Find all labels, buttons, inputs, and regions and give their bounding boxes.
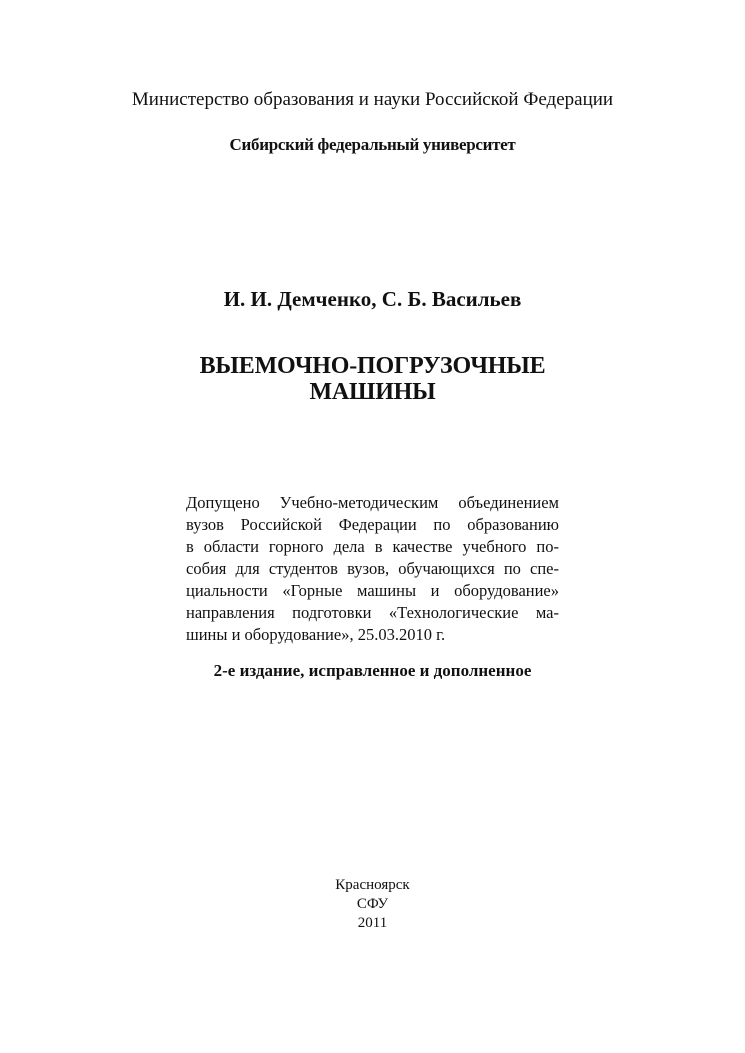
book-title-line-2: МАШИНЫ xyxy=(309,379,436,405)
book-title-line-1: ВЫЕМОЧНО-ПОГРУЗОЧНЫЕ xyxy=(199,353,546,379)
annotation-line: Допущено Учебно-методическим объединением xyxy=(186,493,559,512)
annotation-line: вузов Российской Федерации по образованию xyxy=(186,515,559,534)
annotation-line: циальности «Горные машины и оборудование» xyxy=(186,581,559,600)
edition-note: 2-е издание, исправленное и дополненное xyxy=(213,661,532,680)
annotation-line: направления подготовки «Технологические ма- xyxy=(186,603,559,622)
imprint-publisher: СФУ xyxy=(356,896,389,912)
imprint xyxy=(0,876,745,933)
annotation-line: собия для студентов вузов, обучающихся по спе- xyxy=(186,559,559,578)
university-name: Сибирский федеральный университет xyxy=(229,135,516,154)
annotation-line: шины и оборудование», 25.03.2010 г. xyxy=(186,625,446,644)
book-title xyxy=(0,353,745,405)
imprint-city: Красноярск xyxy=(335,877,410,893)
approval-annotation xyxy=(186,492,559,646)
ministry-name: Министерство образования и науки Российской Федерации xyxy=(131,89,614,110)
imprint-year: 2011 xyxy=(357,915,388,931)
annotation-line: в области горного дела в качестве учебного по- xyxy=(186,537,559,556)
authors: И. И. Демченко, С. Б. Васильев xyxy=(223,287,522,311)
